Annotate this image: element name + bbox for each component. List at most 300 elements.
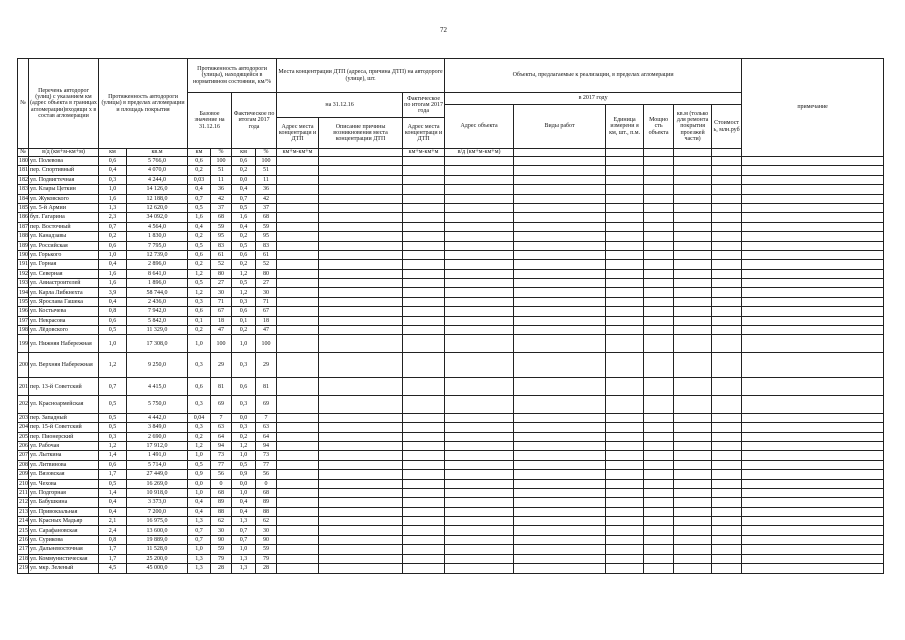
table-row — [18, 175, 884, 184]
empty-cell — [742, 413, 884, 422]
base-km: 0,03 — [188, 175, 211, 184]
actual-percent: 0 — [256, 479, 277, 488]
row-number: 201 — [18, 378, 29, 396]
empty-cell — [712, 460, 742, 469]
table-row — [18, 479, 884, 488]
actual-percent: 52 — [256, 260, 277, 269]
base-percent: 0 — [211, 479, 232, 488]
actual-percent: 68 — [256, 213, 277, 222]
empty-cell — [742, 488, 884, 497]
empty-cell — [319, 288, 403, 297]
empty-cell — [319, 451, 403, 460]
empty-cell — [403, 353, 445, 378]
actual-km: 0,0 — [232, 479, 256, 488]
empty-cell — [606, 279, 644, 288]
empty-cell — [445, 432, 514, 441]
road-name: ул. Красноармейская — [29, 396, 99, 414]
empty-cell — [319, 479, 403, 488]
empty-cell — [277, 535, 319, 544]
empty-cell — [319, 166, 403, 175]
empty-cell — [644, 470, 674, 479]
actual-km: 0,5 — [232, 460, 256, 469]
empty-cell — [445, 488, 514, 497]
empty-cell — [514, 166, 606, 175]
empty-cell — [445, 396, 514, 414]
empty-cell — [674, 353, 712, 378]
road-name: ул. Лыткина — [29, 451, 99, 460]
actual-percent: 83 — [256, 241, 277, 250]
empty-cell — [742, 326, 884, 335]
empty-cell — [277, 554, 319, 563]
empty-cell — [674, 157, 712, 166]
road-length: 0,5 — [99, 423, 127, 432]
empty-cell — [277, 326, 319, 335]
road-length: 4,5 — [99, 564, 127, 574]
row-number: 212 — [19, 499, 28, 506]
empty-cell — [277, 241, 319, 250]
empty-cell — [319, 413, 403, 422]
row-number: 199 — [18, 335, 29, 353]
base-percent: 81 — [211, 378, 232, 396]
page-number: 72 — [440, 26, 447, 34]
empty-cell — [674, 413, 712, 422]
actual-km: 1,0 — [232, 335, 256, 353]
empty-cell — [606, 545, 644, 554]
actual-percent: 69 — [256, 396, 277, 414]
road-name: ул. Рабочая — [29, 441, 99, 450]
empty-cell — [277, 185, 319, 194]
empty-cell — [403, 479, 445, 488]
empty-cell — [606, 423, 644, 432]
base-percent: 67 — [211, 307, 232, 316]
row-number: 205 — [19, 433, 28, 440]
road-length: 1,7 — [99, 554, 127, 563]
empty-cell — [319, 241, 403, 250]
empty-cell — [403, 470, 445, 479]
empty-cell — [644, 498, 674, 507]
empty-cell — [319, 269, 403, 278]
empty-cell — [644, 517, 674, 526]
empty-cell — [277, 175, 319, 184]
road-name: ул. Карла Либкнехта — [29, 288, 99, 297]
actual-percent: 18 — [256, 316, 277, 325]
base-km: 0,2 — [188, 232, 211, 241]
empty-cell — [712, 175, 742, 184]
empty-cell — [445, 460, 514, 469]
road-length: 0,4 — [99, 507, 127, 516]
road-area: 4 564,0 — [127, 222, 188, 231]
empty-cell — [319, 316, 403, 325]
road-name: ул. 5-й Армии — [29, 203, 99, 212]
empty-cell — [606, 288, 644, 297]
unit-dtp-kmm2: км+м-км+м — [403, 149, 445, 157]
road-area: 34 092,0 — [127, 213, 188, 222]
base-km: 1,0 — [188, 335, 211, 353]
empty-cell — [606, 335, 644, 353]
empty-cell — [742, 222, 884, 231]
actual-km: 1,0 — [232, 451, 256, 460]
empty-cell — [712, 222, 742, 231]
actual-percent: 29 — [256, 353, 277, 378]
row-number: 217 — [19, 546, 28, 553]
empty-cell — [674, 260, 712, 269]
empty-cell — [674, 185, 712, 194]
road-name: ул. Северная — [29, 269, 99, 278]
empty-cell — [606, 307, 644, 316]
empty-cell — [712, 166, 742, 175]
road-name: пер. Восточный — [29, 222, 99, 231]
actual-km: 0,6 — [232, 378, 256, 396]
actual-percent: 90 — [256, 535, 277, 544]
road-area: 7 200,0 — [127, 507, 188, 516]
empty-cell — [403, 250, 445, 259]
empty-cell — [712, 241, 742, 250]
table-row — [18, 335, 884, 353]
empty-cell — [319, 470, 403, 479]
empty-cell — [742, 517, 884, 526]
empty-cell — [514, 507, 606, 516]
table-row — [18, 157, 884, 166]
road-name: пер. 15-й Советский — [29, 423, 99, 432]
road-length: 1,7 — [99, 545, 127, 554]
road-name: ул. Сурикова — [29, 535, 99, 544]
table-row — [18, 250, 884, 259]
empty-cell — [403, 269, 445, 278]
base-percent: 80 — [211, 269, 232, 278]
empty-cell — [403, 232, 445, 241]
empty-cell — [742, 498, 884, 507]
empty-cell — [606, 432, 644, 441]
empty-cell — [319, 441, 403, 450]
table-row — [18, 307, 884, 316]
actual-km: 1,2 — [232, 288, 256, 297]
actual-percent: 7 — [256, 413, 277, 422]
empty-cell — [319, 260, 403, 269]
empty-cell — [644, 479, 674, 488]
base-km: 1,2 — [188, 441, 211, 450]
empty-cell — [514, 297, 606, 306]
unit-object-range: в/д (км+м-км+м) — [445, 149, 514, 157]
empty-cell — [403, 260, 445, 269]
empty-cell — [712, 451, 742, 460]
table-row — [18, 488, 884, 497]
actual-km: 0,2 — [232, 232, 256, 241]
actual-percent: 28 — [256, 564, 277, 574]
base-percent: 79 — [211, 554, 232, 563]
road-length: 1,4 — [99, 451, 127, 460]
empty-cell — [712, 526, 742, 535]
empty-cell — [514, 241, 606, 250]
empty-cell — [644, 488, 674, 497]
base-percent: 27 — [211, 279, 232, 288]
empty-cell — [742, 166, 884, 175]
empty-cell — [712, 488, 742, 497]
base-km: 0,5 — [188, 203, 211, 212]
header-objects-group: Объекты, предлагаемые к реализации, в пределах агломерации — [445, 59, 742, 93]
road-area: 2 896,0 — [127, 260, 188, 269]
empty-cell — [403, 451, 445, 460]
empty-cell — [742, 185, 884, 194]
empty-cell — [514, 260, 606, 269]
row-number: 213 — [19, 508, 28, 515]
empty-cell — [644, 564, 674, 574]
empty-cell — [674, 564, 712, 574]
road-name: ул. Горная — [29, 260, 99, 269]
road-area: 11 528,0 — [127, 545, 188, 554]
empty-cell — [277, 432, 319, 441]
road-length: 3,9 — [99, 288, 127, 297]
table-row — [18, 185, 884, 194]
empty-cell — [319, 279, 403, 288]
empty-cell — [277, 316, 319, 325]
road-length: 1,0 — [99, 185, 127, 194]
unit-sqm: кв.м — [127, 149, 188, 157]
empty-cell — [606, 326, 644, 335]
row-number: 218 — [19, 555, 28, 562]
actual-percent: 80 — [256, 269, 277, 278]
empty-cell — [674, 250, 712, 259]
base-km: 0,3 — [188, 297, 211, 306]
empty-cell — [403, 335, 445, 353]
empty-cell — [674, 288, 712, 297]
road-name: ул. Клары Цеткин — [29, 185, 99, 194]
empty-cell — [445, 470, 514, 479]
empty-cell — [514, 526, 606, 535]
empty-cell — [445, 232, 514, 241]
empty-cell — [319, 250, 403, 259]
table-row — [18, 241, 884, 250]
table-row — [18, 470, 884, 479]
empty-cell — [742, 470, 884, 479]
base-percent: 11 — [211, 175, 232, 184]
base-km: 0,4 — [188, 498, 211, 507]
empty-cell — [742, 396, 884, 414]
base-km: 0,6 — [188, 307, 211, 316]
road-name: ул. Красных Мадьяр — [29, 517, 99, 526]
empty-cell — [644, 353, 674, 378]
road-area: 11 329,0 — [127, 326, 188, 335]
base-km: 0,4 — [188, 185, 211, 194]
actual-percent: 73 — [256, 451, 277, 460]
empty-cell — [445, 564, 514, 574]
table-row — [18, 213, 884, 222]
empty-cell — [445, 517, 514, 526]
empty-cell — [277, 260, 319, 269]
actual-km: 1,6 — [232, 213, 256, 222]
road-length: 0,7 — [99, 222, 127, 231]
empty-cell — [277, 269, 319, 278]
base-percent: 71 — [211, 297, 232, 306]
actual-percent: 100 — [256, 335, 277, 353]
empty-cell — [606, 460, 644, 469]
base-km: 0,5 — [188, 241, 211, 250]
table-row — [18, 203, 884, 212]
empty-cell — [403, 554, 445, 563]
road-length: 0,5 — [99, 396, 127, 414]
empty-cell — [674, 166, 712, 175]
road-name: пер. Западный — [29, 413, 99, 422]
empty-cell — [674, 451, 712, 460]
empty-cell — [606, 260, 644, 269]
row-number: 185 — [19, 205, 28, 211]
base-percent: 73 — [211, 451, 232, 460]
empty-cell — [606, 175, 644, 184]
road-length: 0,4 — [99, 297, 127, 306]
empty-cell — [606, 241, 644, 250]
empty-cell — [403, 526, 445, 535]
empty-cell — [606, 470, 644, 479]
road-name: ул. Полевова — [29, 157, 99, 166]
empty-cell — [742, 316, 884, 325]
unit-capacity — [644, 149, 674, 157]
empty-cell — [445, 498, 514, 507]
empty-cell — [644, 507, 674, 516]
empty-cell — [514, 307, 606, 316]
table-row — [18, 194, 884, 203]
base-km: 1,0 — [188, 545, 211, 554]
empty-cell — [319, 297, 403, 306]
base-percent: 7 — [211, 413, 232, 422]
empty-cell — [445, 185, 514, 194]
empty-cell — [712, 507, 742, 516]
empty-cell — [742, 260, 884, 269]
table-row — [18, 269, 884, 278]
empty-cell — [674, 241, 712, 250]
empty-cell — [403, 241, 445, 250]
empty-cell — [403, 460, 445, 469]
empty-cell — [606, 269, 644, 278]
empty-cell — [674, 307, 712, 316]
table-row — [18, 526, 884, 535]
road-area: 12 188,0 — [127, 194, 188, 203]
actual-percent: 59 — [256, 222, 277, 231]
empty-cell — [606, 413, 644, 422]
empty-cell — [514, 545, 606, 554]
base-km: 0,4 — [188, 222, 211, 231]
empty-cell — [712, 232, 742, 241]
empty-cell — [644, 213, 674, 222]
table-row — [18, 545, 884, 554]
empty-cell — [742, 564, 884, 574]
actual-km: 0,2 — [232, 326, 256, 335]
road-name: ул. Ярослава Гашека — [29, 297, 99, 306]
empty-cell — [277, 288, 319, 297]
empty-cell — [606, 396, 644, 414]
empty-cell — [644, 250, 674, 259]
empty-cell — [674, 269, 712, 278]
table-row — [18, 451, 884, 460]
empty-cell — [644, 432, 674, 441]
empty-cell — [319, 378, 403, 396]
actual-percent: 30 — [256, 288, 277, 297]
empty-cell — [712, 157, 742, 166]
actual-percent: 71 — [256, 297, 277, 306]
road-length: 1,3 — [99, 203, 127, 212]
empty-cell — [712, 545, 742, 554]
empty-cell — [277, 470, 319, 479]
empty-cell — [277, 232, 319, 241]
road-name: ул. Некрасова — [29, 316, 99, 325]
empty-cell — [445, 378, 514, 396]
empty-cell — [277, 488, 319, 497]
road-area: 8 641,0 — [127, 269, 188, 278]
empty-cell — [403, 517, 445, 526]
empty-cell — [606, 316, 644, 325]
base-km: 0,6 — [188, 250, 211, 259]
empty-cell — [319, 396, 403, 414]
base-percent: 88 — [211, 507, 232, 516]
road-length: 2,1 — [99, 517, 127, 526]
empty-cell — [445, 307, 514, 316]
road-area: 7 942,0 — [127, 307, 188, 316]
road-length: 0,6 — [99, 316, 127, 325]
road-area: 17 308,0 — [127, 335, 188, 353]
road-area: 17 912,0 — [127, 441, 188, 450]
road-area: 5 750,0 — [127, 396, 188, 414]
actual-km: 0,0 — [232, 175, 256, 184]
empty-cell — [606, 194, 644, 203]
empty-cell — [445, 507, 514, 516]
empty-cell — [277, 297, 319, 306]
road-area: 13 600,0 — [127, 526, 188, 535]
empty-cell — [445, 250, 514, 259]
empty-cell — [514, 460, 606, 469]
actual-km: 1,2 — [232, 441, 256, 450]
empty-cell — [674, 213, 712, 222]
empty-cell — [674, 194, 712, 203]
base-percent: 29 — [211, 353, 232, 378]
road-area: 4 415,0 — [127, 378, 188, 396]
base-percent: 30 — [211, 288, 232, 297]
unit-base-km: км — [188, 149, 211, 157]
road-length: 1,0 — [99, 250, 127, 259]
road-area: 3 849,0 — [127, 423, 188, 432]
empty-cell — [644, 297, 674, 306]
table-row — [18, 378, 884, 396]
empty-cell — [742, 279, 884, 288]
empty-cell — [606, 526, 644, 535]
empty-cell — [403, 279, 445, 288]
header-num: № — [18, 59, 29, 149]
table-row — [18, 498, 884, 507]
empty-cell — [277, 396, 319, 414]
header-capacity: Мощно сть объекта — [644, 105, 674, 149]
empty-cell — [445, 279, 514, 288]
actual-percent: 59 — [256, 545, 277, 554]
empty-cell — [403, 441, 445, 450]
empty-cell — [445, 316, 514, 325]
empty-cell — [674, 545, 712, 554]
actual-percent: 77 — [256, 460, 277, 469]
empty-cell — [606, 441, 644, 450]
empty-cell — [674, 396, 712, 414]
actual-km: 0,5 — [232, 279, 256, 288]
empty-cell — [445, 157, 514, 166]
empty-cell — [712, 413, 742, 422]
empty-cell — [445, 353, 514, 378]
base-percent: 47 — [211, 326, 232, 335]
empty-cell — [606, 250, 644, 259]
actual-km: 0,4 — [232, 185, 256, 194]
empty-cell — [606, 554, 644, 563]
road-length: 1,2 — [99, 441, 127, 450]
empty-cell — [674, 498, 712, 507]
empty-cell — [674, 479, 712, 488]
header-base-value: Базовое значение на 31.12.16 — [188, 93, 232, 149]
unit-unit — [606, 149, 644, 157]
road-name: ул. Коммунистическая — [29, 554, 99, 563]
road-area: 4 070,0 — [127, 166, 188, 175]
